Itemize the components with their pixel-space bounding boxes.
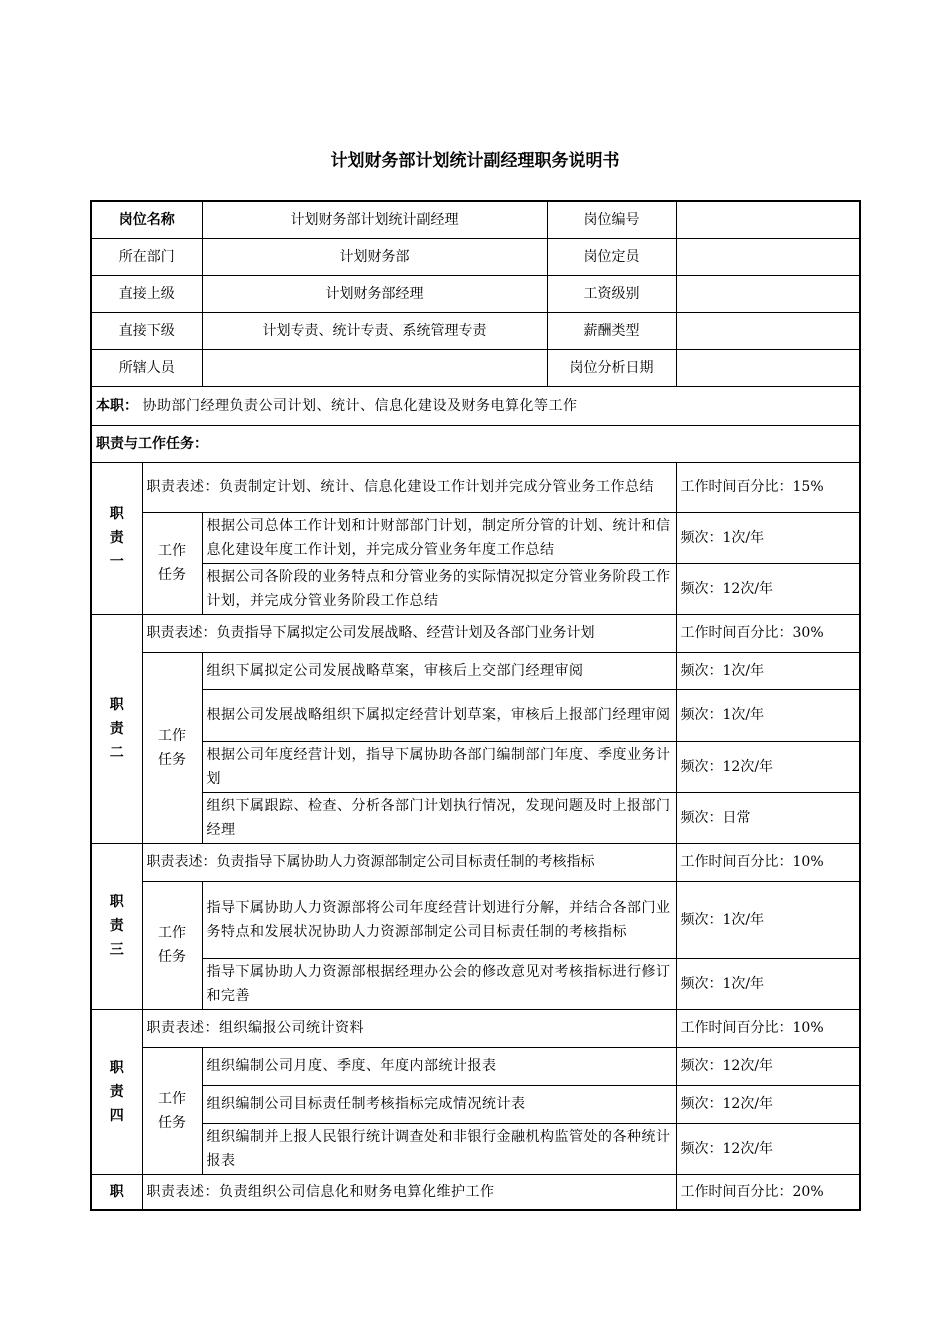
document-title: 计划财务部计划统计副经理职务说明书 — [330, 151, 620, 171]
duty-2-task-1-freq: 频次：1次/年 — [676, 652, 860, 689]
duty-1-task-1-freq: 频次：1次/年 — [676, 512, 860, 563]
duty-4-task-3-row — [91, 1123, 860, 1174]
duty-1-task-label: 工作 任务 — [142, 512, 202, 614]
value-analysis-date — [676, 349, 860, 386]
role-label: 本职： — [96, 397, 138, 414]
job-description-table — [90, 200, 861, 1211]
value-position-name: 计划财务部计划统计副经理 — [202, 201, 547, 238]
info-row-subordinates — [91, 312, 860, 349]
duty-1-task-1: 根据公司总体工作计划和计财部部门计划，制定所分管的计划、统计和信息化建设年度工作计划，并完成分管业务年度工作总结 — [202, 512, 676, 563]
label-headcount: 岗位定员 — [547, 238, 676, 275]
duty-2-task-4-freq: 频次：日常 — [676, 792, 860, 843]
value-superior: 计划财务部经理 — [202, 275, 547, 312]
duty-4-time: 工作时间百分比：10% — [676, 1009, 860, 1047]
label-analysis-date: 岗位分析日期 — [547, 349, 676, 386]
duty-2-task-label: 工作 任务 — [142, 652, 202, 843]
duty-2-task-2: 根据公司发展战略组织下属拟定经营计划草案，审核后上报部门经理审阅 — [202, 689, 676, 741]
role-text: 协助部门经理负责公司计划、统计、信息化建设及财务电算化等工作 — [142, 397, 578, 414]
value-pay-type — [676, 312, 860, 349]
duty-3-time: 工作时间百分比：10% — [676, 843, 860, 881]
duty-2-task-4: 组织下属跟踪、检查、分析各部门计划执行情况，发现问题及时上报部门经理 — [202, 792, 676, 843]
duty-3-task-1: 指导下属协助人力资源部将公司年度经营计划进行分解，并结合各部门业务特点和发展状况协助人力资源部制定公司目标责任制的考核指标 — [202, 881, 676, 958]
value-headcount — [676, 238, 860, 275]
duty-1-task-1-row — [91, 512, 860, 563]
duty-2-task-4-row — [91, 792, 860, 843]
role-cell — [91, 386, 860, 425]
duty-4-task-3-freq: 频次：12次/年 — [676, 1123, 860, 1174]
duties-header: 职责与工作任务： — [91, 425, 860, 462]
duty-2-task-1-row — [91, 652, 860, 689]
duty-3-desc-row — [91, 843, 860, 881]
duty-2-task-1: 组织下属拟定公司发展战略草案，审核后上交部门经理审阅 — [202, 652, 676, 689]
info-row-staff — [91, 349, 860, 386]
duty-3-task-2: 指导下属协助人力资源部根据经理办公会的修改意见对考核指标进行修订和完善 — [202, 958, 676, 1009]
info-row-position-name — [91, 201, 860, 238]
label-salary-grade: 工资级别 — [547, 275, 676, 312]
duty-3-task-1-freq: 频次：1次/年 — [676, 881, 860, 958]
duty-2-label: 职 责 二 — [91, 614, 142, 843]
value-salary-grade — [676, 275, 860, 312]
duty-2-time: 工作时间百分比：30% — [676, 614, 860, 652]
duty-2-task-3: 根据公司年度经营计划，指导下属协助各部门编制部门年度、季度业务计划 — [202, 741, 676, 792]
label-staff: 所辖人员 — [91, 349, 202, 386]
duty-2-desc: 职责表述：负责指导下属拟定公司发展战略、经营计划及各部门业务计划 — [142, 614, 676, 652]
value-position-code — [676, 201, 860, 238]
duty-1-desc: 职责表述：负责制定计划、统计、信息化建设工作计划并完成分管业务工作总结 — [142, 462, 676, 512]
duty-2-task-2-row — [91, 689, 860, 741]
duty-2-desc-row — [91, 614, 860, 652]
value-department: 计划财务部 — [202, 238, 547, 275]
label-superior: 直接上级 — [91, 275, 202, 312]
label-pay-type: 薪酬类型 — [547, 312, 676, 349]
duty-5-desc: 职责表述：负责组织公司信息化和财务电算化维护工作 — [142, 1174, 676, 1210]
duty-3-task-2-freq: 频次：1次/年 — [676, 958, 860, 1009]
duty-2-task-3-freq: 频次：12次/年 — [676, 741, 860, 792]
duty-4-task-2: 组织编制公司目标责任制考核指标完成情况统计表 — [202, 1085, 676, 1123]
duty-3-task-label: 工作 任务 — [142, 881, 202, 1009]
label-subordinates: 直接下级 — [91, 312, 202, 349]
duty-1-task-2-freq: 频次：12次/年 — [676, 563, 860, 614]
duty-1-time: 工作时间百分比：15% — [676, 462, 860, 512]
duty-4-task-label: 工作 任务 — [142, 1047, 202, 1174]
duty-4-desc: 职责表述：组织编报公司统计资料 — [142, 1009, 676, 1047]
duty-4-task-1: 组织编制公司月度、季度、年度内部统计报表 — [202, 1047, 676, 1085]
role-row — [91, 386, 860, 425]
duty-4-task-3: 组织编制并上报人民银行统计调查处和非银行金融机构监管处的各种统计报表 — [202, 1123, 676, 1174]
label-position-code: 岗位编号 — [547, 201, 676, 238]
duty-2-task-3-row — [91, 741, 860, 792]
info-row-department — [91, 238, 860, 275]
duty-3-desc: 职责表述：负责指导下属协助人力资源部制定公司目标责任制的考核指标 — [142, 843, 676, 881]
value-staff — [202, 349, 547, 386]
duty-4-desc-row — [91, 1009, 860, 1047]
duty-4-task-2-freq: 频次：12次/年 — [676, 1085, 860, 1123]
duty-3-task-1-row — [91, 881, 860, 958]
duties-header-row — [91, 425, 860, 462]
duty-5-desc-row — [91, 1174, 860, 1210]
duty-5-time: 工作时间百分比：20% — [676, 1174, 860, 1210]
duty-2-task-2-freq: 频次：1次/年 — [676, 689, 860, 741]
duty-4-label: 职 责 四 — [91, 1009, 142, 1174]
value-subordinates: 计划专责、统计专责、系统管理专责 — [202, 312, 547, 349]
duty-1-task-2: 根据公司各阶段的业务特点和分管业务的实际情况拟定分管业务阶段工作计划，并完成分管业务阶段工作总结 — [202, 563, 676, 614]
duty-1-label: 职 责 一 — [91, 462, 142, 614]
info-row-superior — [91, 275, 860, 312]
duty-3-label: 职 责 三 — [91, 843, 142, 1009]
duty-4-task-1-row — [91, 1047, 860, 1085]
duty-1-task-2-row — [91, 563, 860, 614]
duty-3-task-2-row — [91, 958, 860, 1009]
duty-4-task-2-row — [91, 1085, 860, 1123]
duty-4-task-1-freq: 频次：12次/年 — [676, 1047, 860, 1085]
duty-5-label: 职 — [91, 1174, 142, 1210]
label-department: 所在部门 — [91, 238, 202, 275]
label-position-name: 岗位名称 — [91, 201, 202, 238]
duty-1-desc-row — [91, 462, 860, 512]
